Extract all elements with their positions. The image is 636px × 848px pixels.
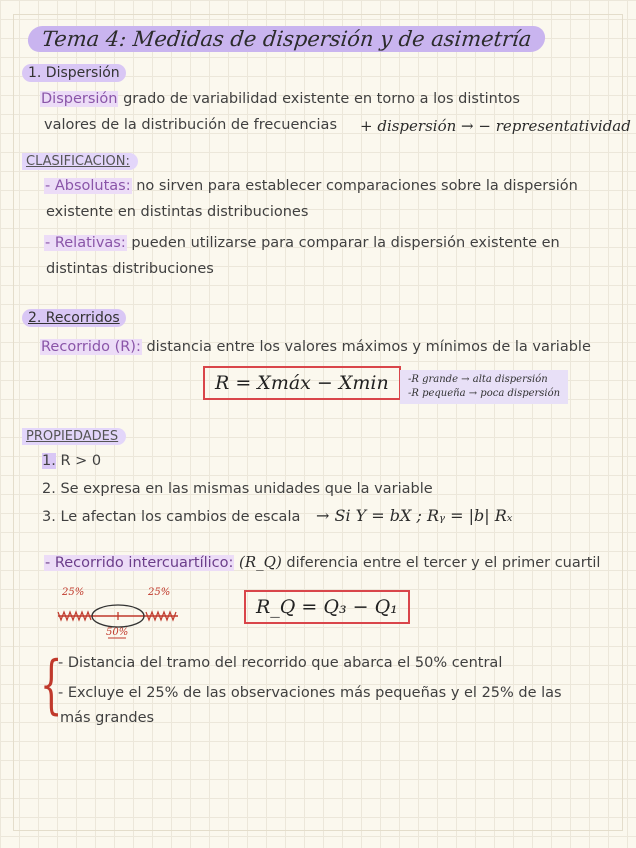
sketch-label-center: 50% [106,627,129,638]
propiedades-heading-wrap [22,425,126,445]
propiedad-3-num: 3. [42,509,56,525]
absolutas-text1: no sirven para establecer comparaciones sobre la dispersión [131,178,578,194]
absolutas-text2: existente en distintas distribuciones [46,204,309,220]
relativas-text1: pueden utilizarse para comparar la dispersión existente en [126,235,560,251]
intercuartilico-bullet-3: más grandes [60,710,155,726]
sketch-label-right: 25% [148,587,171,598]
propiedad-1 [42,453,101,469]
absolutas-line1 [44,178,578,194]
intercuartilico-term: - Recorrido intercuartílico: [45,555,234,571]
propiedades-heading: PROPIEDADES [22,428,126,445]
clasificacion-heading: CLASIFICACION: [22,153,138,170]
section-1-heading: 1. Dispersión [22,64,126,82]
scale-change-note: → Si Y = bX ; Rᵧ = |b| Rₓ [316,506,513,525]
intercuartilico-line [44,553,600,571]
propiedad-1-num: 1. [42,453,56,469]
propiedad-2-text: Se expresa en las mismas unidades que la variable [55,481,433,497]
page-frame [13,14,623,831]
dispersion-def-text1: grado de variabilidad existente en torno a los distintos [118,91,520,107]
recorrido-formula: R = Xmáx − Xmin [203,366,401,400]
section-1-heading-wrap [22,62,126,82]
relativas-text2: distintas distribuciones [46,261,214,277]
absolutas-term: - Absolutas: [45,178,131,194]
recorrido-notes [400,370,568,404]
sketch-label-left: 25% [62,587,85,598]
page-title: Tema 4: Medidas de dispersión y de asimetría [27,26,547,52]
dispersion-term: Dispersión [41,91,118,107]
left-hatch-icon [58,612,91,620]
relativas-term: - Relativas: [45,235,126,251]
recorrido-definition [40,339,591,355]
propiedad-2-num: 2. [42,481,56,497]
relativas-line1 [44,235,560,251]
page-title-wrap [28,26,545,52]
intercuartilico-text: diferencia entre el tercer y el primer cuartil [281,555,601,571]
section-2-heading-wrap [22,307,126,327]
recorrido-term: Recorrido (R): [41,339,141,355]
section-2-heading: 2. Recorridos [22,309,126,327]
propiedad-3-text: Le afectan los cambios de escala [55,509,301,525]
recorrido-def-text: distancia entre los valores máximos y mínimos de la variable [141,339,591,355]
recorrido-note-1: -R grande → alta dispersión [408,374,548,385]
propiedad-2 [42,481,433,497]
intercuartilico-bullet-2: - Excluye el 25% de las observaciones más pequeñas y el 25% de las [58,685,562,701]
dispersion-def-text2: valores de la distribución de frecuencias [44,117,337,133]
recorrido-note-2: -R pequeña → poca dispersión [408,388,561,399]
dispersion-definition-line1 [40,91,520,107]
clasificacion-heading-wrap [22,150,138,170]
propiedad-3 [42,509,300,525]
intercuartilico-symbol: (R_Q) [239,553,282,571]
intercuartilico-bullet-1: - Distancia del tramo del recorrido que abarca el 50% central [58,655,503,671]
dispersion-hand-note: + dispersión → − representatividad [360,117,631,135]
curly-brace-icon: { [40,648,63,722]
propiedad-1-text: R > 0 [55,453,102,469]
intercuartilico-formula: R_Q = Q₃ − Q₁ [244,590,410,624]
